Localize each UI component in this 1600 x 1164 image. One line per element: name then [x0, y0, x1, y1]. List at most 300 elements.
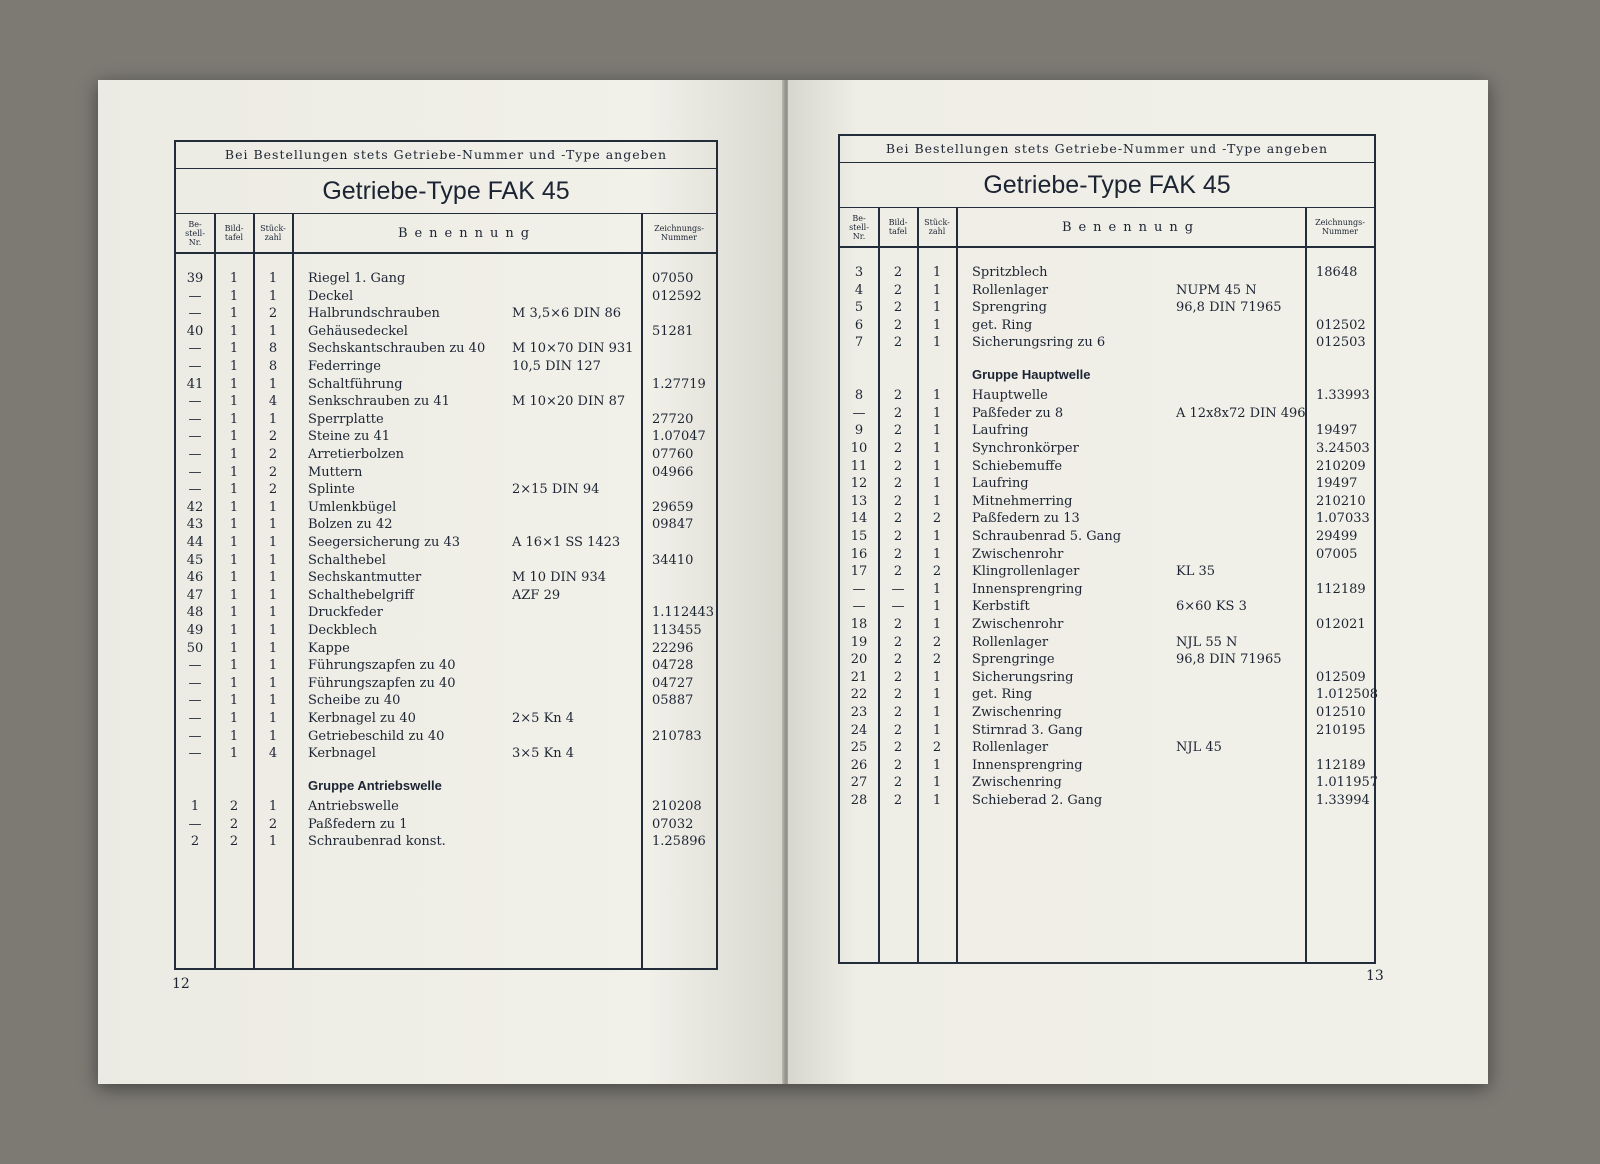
table-row — [840, 422, 1374, 440]
bildtafel-cell: 2 — [229, 834, 239, 850]
benennung-cell: Stirnrad 3. Gang — [972, 722, 1083, 738]
bildtafel-cell: 1 — [229, 640, 239, 656]
bildtafel-cell: 2 — [893, 722, 903, 738]
benennung-cell: Seegersicherung zu 43 — [308, 535, 461, 550]
bildtafel-cell: 1 — [229, 605, 239, 621]
column-headers — [176, 214, 716, 254]
table-row — [176, 305, 716, 323]
stueckzahl-cell: 1 — [932, 317, 942, 333]
benennung-cell: Arretierbolzen — [308, 447, 405, 462]
bestell-nr-cell: 17 — [850, 564, 868, 580]
benennung-cell: Sechskantmutter — [308, 570, 422, 586]
table-row — [840, 387, 1374, 405]
bildtafel-cell: 1 — [229, 376, 239, 392]
table-row — [840, 563, 1374, 581]
benennung-cell: Zwischenrohr — [972, 617, 1064, 632]
bildtafel-cell: 2 — [893, 441, 903, 456]
benennung-cell: Führungszapfen zu 40 — [308, 658, 456, 674]
benennung-cell: Paßfedern zu 1 — [308, 816, 408, 832]
bestell-nr-cell: — — [188, 658, 202, 674]
bestell-nr-cell: — — [188, 711, 202, 726]
table-row — [840, 299, 1374, 317]
bildtafel-cell: 2 — [893, 617, 903, 632]
table-row — [176, 728, 716, 746]
spec-cell: 10,5 DIN 127 — [512, 359, 601, 374]
stueckzahl-cell: 1 — [932, 300, 942, 316]
benennung-cell: Spritzblech — [972, 265, 1048, 280]
order-notice: Bei Bestellungen stets Getriebe-Nummer und -Type angeben — [176, 142, 716, 169]
spec-cell: M 3,5×6 DIN 86 — [512, 306, 622, 322]
zeichnungs-nummer-cell: 012021 — [1316, 617, 1366, 632]
order-notice: Bei Bestellungen stets Getriebe-Nummer und -Type angeben — [840, 136, 1374, 163]
bestell-nr-cell: — — [852, 581, 866, 597]
table-row — [176, 657, 716, 675]
benennung-cell: Klingrollenlager — [972, 564, 1080, 580]
spec-cell: NJL 45 — [1176, 740, 1222, 756]
stueckzahl-cell: 1 — [932, 493, 942, 509]
bestell-nr-cell: — — [188, 728, 202, 744]
bildtafel-cell: 2 — [229, 816, 239, 832]
stueckzahl-cell: 1 — [932, 546, 942, 562]
stueckzahl-cell: 1 — [932, 388, 942, 404]
stueckzahl-cell: 1 — [268, 376, 278, 392]
bestell-nr-cell: 10 — [850, 441, 868, 456]
benennung-cell: Scheibe zu 40 — [308, 693, 401, 709]
stueckzahl-cell: 1 — [932, 581, 942, 597]
bildtafel-cell: 1 — [229, 323, 239, 339]
stueckzahl-cell: 1 — [932, 282, 942, 298]
table-row — [176, 833, 716, 851]
benennung-cell: Druckfeder — [308, 605, 383, 621]
table-row — [176, 640, 716, 658]
bildtafel-cell: 1 — [229, 623, 239, 638]
benennung-cell: Mitnehmerring — [972, 493, 1073, 509]
zeichnungs-nummer-cell: 210210 — [1316, 493, 1366, 509]
bildtafel-cell: 2 — [893, 423, 903, 439]
zeichnungs-nummer-cell: 34410 — [652, 552, 694, 568]
stueckzahl-cell: 1 — [268, 728, 278, 744]
booklet — [98, 80, 1488, 1084]
table-row — [176, 745, 716, 763]
header-bildtafel: Bild- tafel — [888, 218, 908, 236]
zeichnungs-nummer-cell: 07005 — [1316, 546, 1358, 562]
spec-cell: M 10×20 DIN 87 — [512, 394, 626, 410]
bildtafel-cell: — — [891, 581, 905, 597]
benennung-cell: Kerbnagel — [308, 746, 376, 762]
bestell-nr-cell: 39 — [186, 271, 204, 286]
bildtafel-cell: 2 — [893, 564, 903, 580]
bestell-nr-cell: 12 — [850, 476, 868, 492]
stueckzahl-cell: 1 — [932, 529, 942, 544]
bestell-nr-cell: 23 — [850, 705, 868, 720]
table-row — [840, 634, 1374, 652]
bildtafel-cell: 1 — [229, 341, 239, 357]
zeichnungs-nummer-cell: 05887 — [652, 693, 694, 709]
spec-cell: KL 35 — [1176, 564, 1216, 580]
zeichnungs-nummer-cell: 1.33994 — [1316, 793, 1370, 808]
benennung-cell: Getriebeschild zu 40 — [308, 728, 445, 744]
table-row — [176, 569, 716, 587]
stueckzahl-cell: 1 — [932, 265, 942, 280]
bestell-nr-cell: 21 — [850, 669, 868, 685]
bildtafel-cell: 1 — [229, 447, 239, 462]
stueckzahl-cell: 2 — [932, 652, 942, 668]
zeichnungs-nummer-cell: 18648 — [1316, 265, 1358, 280]
table-row — [840, 458, 1374, 476]
stueckzahl-cell: 1 — [268, 517, 278, 533]
spec-cell: 3×5 Kn 4 — [512, 746, 575, 762]
benennung-cell: Kerbnagel zu 40 — [308, 711, 416, 726]
bildtafel-cell: 1 — [229, 746, 239, 762]
bildtafel-cell: 1 — [229, 675, 239, 691]
bildtafel-cell: 1 — [229, 359, 239, 374]
bildtafel-cell: 2 — [893, 335, 903, 351]
zeichnungs-nummer-cell: 22296 — [652, 640, 694, 656]
table-row — [840, 739, 1374, 757]
bildtafel-cell: 2 — [893, 793, 903, 808]
benennung-cell: Schalthebelgriff — [308, 587, 414, 603]
bildtafel-cell: 2 — [893, 705, 903, 720]
zeichnungs-nummer-cell: 1.07033 — [1316, 511, 1370, 527]
group-heading-label: Gruppe Hauptwelle — [972, 367, 1091, 383]
benennung-cell: Zwischenring — [972, 775, 1062, 791]
zeichnungs-nummer-cell: 112189 — [1316, 757, 1366, 773]
stueckzahl-cell: 1 — [932, 476, 942, 492]
stueckzahl-cell: 1 — [268, 570, 278, 586]
table-row — [840, 616, 1374, 634]
header-benennung: Benennung — [397, 225, 537, 241]
table-row — [840, 405, 1374, 423]
stueckzahl-cell: 4 — [268, 746, 278, 762]
zeichnungs-nummer-cell: 3.24503 — [1316, 441, 1370, 456]
table-row — [176, 816, 716, 834]
bestell-nr-cell: 22 — [850, 687, 868, 703]
zeichnungs-nummer-cell: 210208 — [652, 799, 702, 814]
bestell-nr-cell: — — [188, 464, 202, 480]
zeichnungs-nummer-cell: 29499 — [1316, 529, 1358, 544]
right-page — [788, 80, 1488, 1084]
column-headers — [840, 208, 1374, 248]
zeichnungs-nummer-cell: 09847 — [652, 517, 694, 533]
bestell-nr-cell: — — [188, 447, 202, 462]
benennung-cell: Innensprengring — [972, 581, 1083, 597]
spec-cell: M 10 DIN 934 — [512, 570, 606, 586]
spec-cell: 96,8 DIN 71965 — [1176, 652, 1282, 668]
zeichnungs-nummer-cell: 210195 — [1316, 722, 1366, 738]
stueckzahl-cell: 4 — [268, 394, 278, 410]
stueckzahl-cell: 1 — [268, 834, 278, 850]
stueckzahl-cell: 2 — [932, 511, 942, 527]
table-row — [840, 440, 1374, 458]
bestell-nr-cell: — — [188, 816, 202, 832]
header-zeichnungs-nummer: Zeichnungs- Nummer — [1315, 218, 1365, 236]
benennung-cell: Splinte — [308, 482, 355, 498]
benennung-cell: Zwischenring — [972, 705, 1062, 720]
zeichnungs-nummer-cell: 1.012508 — [1316, 687, 1379, 703]
bestell-nr-cell: 25 — [850, 740, 868, 756]
spec-cell: M 10×70 DIN 931 — [512, 341, 634, 357]
zeichnungs-nummer-cell: 07050 — [652, 271, 694, 286]
table-row — [176, 393, 716, 411]
bildtafel-cell: 2 — [893, 546, 903, 562]
zeichnungs-nummer-cell: 113455 — [652, 623, 702, 638]
stueckzahl-cell: 1 — [932, 757, 942, 773]
page-title: Getriebe-Type FAK 45 — [840, 163, 1374, 208]
table-row — [176, 288, 716, 306]
table-row — [840, 334, 1374, 352]
stueckzahl-cell: 1 — [932, 599, 942, 615]
benennung-cell: Kerbstift — [972, 599, 1030, 615]
zeichnungs-nummer-cell: 210783 — [652, 728, 702, 744]
header-benennung: Benennung — [1061, 219, 1201, 235]
table-row — [176, 464, 716, 482]
bestell-nr-cell: 43 — [186, 517, 204, 533]
bestell-nr-cell: 7 — [854, 335, 864, 351]
table-row — [176, 798, 716, 816]
bildtafel-cell: 2 — [893, 282, 903, 298]
table-row — [176, 710, 716, 728]
stueckzahl-cell: 1 — [932, 669, 942, 685]
zeichnungs-nummer-cell: 012502 — [1316, 317, 1366, 333]
benennung-cell: Kappe — [308, 640, 350, 656]
bildtafel-cell: 2 — [893, 493, 903, 509]
table-row — [840, 757, 1374, 775]
stueckzahl-cell: 1 — [268, 658, 278, 674]
spec-cell: A 16×1 SS 1423 — [512, 535, 621, 550]
bestell-nr-cell: 6 — [854, 317, 864, 333]
stueckzahl-cell: 2 — [268, 429, 278, 445]
stueckzahl-cell: 2 — [932, 634, 942, 650]
zeichnungs-nummer-cell: 012509 — [1316, 669, 1366, 685]
zeichnungs-nummer-cell: 012503 — [1316, 335, 1366, 351]
bildtafel-cell: 1 — [229, 693, 239, 709]
benennung-cell: Muttern — [308, 464, 363, 480]
table-row — [176, 499, 716, 517]
zeichnungs-nummer-cell: 04728 — [652, 658, 694, 674]
benennung-cell: Schieberad 2. Gang — [972, 793, 1103, 808]
bildtafel-cell: 2 — [893, 652, 903, 668]
bestell-nr-cell: — — [188, 341, 202, 357]
zeichnungs-nummer-cell: 1.011957 — [1316, 775, 1379, 791]
bestell-nr-cell: 9 — [854, 423, 864, 439]
zeichnungs-nummer-cell: 1.112443 — [652, 605, 715, 621]
zeichnungs-nummer-cell: 210209 — [1316, 458, 1366, 474]
bestell-nr-cell: 42 — [186, 499, 204, 515]
benennung-cell: Laufring — [972, 423, 1029, 439]
bestell-nr-cell: 49 — [186, 623, 204, 638]
zeichnungs-nummer-cell: 1.27719 — [652, 376, 706, 392]
benennung-cell: Paßfedern zu 13 — [972, 511, 1080, 527]
stueckzahl-cell: 1 — [268, 640, 278, 656]
table-row — [840, 546, 1374, 564]
zeichnungs-nummer-cell: 112189 — [1316, 581, 1366, 597]
bestell-nr-cell: 47 — [186, 587, 204, 603]
benennung-cell: Bolzen zu 42 — [308, 517, 393, 533]
benennung-cell: Halbrundschrauben — [308, 306, 440, 322]
benennung-cell: Senkschrauben zu 41 — [308, 394, 450, 410]
bestell-nr-cell: 13 — [850, 493, 868, 509]
bestell-nr-cell: 26 — [850, 757, 868, 773]
benennung-cell: get. Ring — [972, 317, 1033, 333]
benennung-cell: Schaltführung — [308, 376, 403, 392]
zeichnungs-nummer-cell: 04727 — [652, 675, 694, 691]
bildtafel-cell: 2 — [893, 458, 903, 474]
spec-cell: A 12x8x72 DIN 496 — [1176, 405, 1306, 421]
bestell-nr-cell: 19 — [850, 634, 868, 650]
stueckzahl-cell: 1 — [268, 323, 278, 339]
bestell-nr-cell: — — [188, 288, 202, 304]
bestell-nr-cell: — — [188, 482, 202, 498]
bestell-nr-cell: 20 — [850, 652, 868, 668]
stueckzahl-cell: 2 — [932, 564, 942, 580]
bildtafel-cell: 2 — [229, 799, 239, 814]
benennung-cell: Sprengring — [972, 300, 1047, 316]
stueckzahl-cell: 1 — [268, 799, 278, 814]
bildtafel-cell: 2 — [893, 265, 903, 280]
stueckzahl-cell: 1 — [932, 793, 942, 808]
zeichnungs-nummer-cell: 1.33993 — [1316, 388, 1370, 404]
spec-cell: NUPM 45 N — [1176, 282, 1257, 298]
bestell-nr-cell: 15 — [850, 529, 868, 544]
benennung-cell: Deckel — [308, 288, 354, 304]
bestell-nr-cell: — — [852, 405, 866, 421]
benennung-cell: Steine zu 41 — [308, 429, 391, 445]
bestell-nr-cell: 2 — [190, 834, 200, 850]
group-heading-label: Gruppe Antriebswelle — [308, 777, 442, 793]
bildtafel-cell: 1 — [229, 711, 239, 726]
table-row — [840, 282, 1374, 300]
table-row — [840, 581, 1374, 599]
benennung-cell: Gehäusedeckel — [308, 323, 408, 339]
benennung-cell: Umlenkbügel — [308, 499, 397, 515]
bestell-nr-cell: — — [188, 359, 202, 374]
spec-cell: 6×60 KS 3 — [1176, 599, 1247, 615]
benennung-cell: get. Ring — [972, 687, 1033, 703]
stueckzahl-cell: 2 — [268, 306, 278, 322]
stueckzahl-cell: 2 — [268, 464, 278, 480]
table-row — [840, 528, 1374, 546]
spec-cell: 96,8 DIN 71965 — [1176, 300, 1282, 316]
bildtafel-cell: 2 — [893, 687, 903, 703]
zeichnungs-nummer-cell: 1.07047 — [652, 429, 706, 445]
table-row — [176, 692, 716, 710]
table-row — [840, 598, 1374, 616]
bestell-nr-cell: — — [188, 693, 202, 709]
bestell-nr-cell: 40 — [186, 323, 204, 339]
stueckzahl-cell: 1 — [268, 605, 278, 621]
zeichnungs-nummer-cell: 19497 — [1316, 423, 1358, 439]
table-row — [176, 675, 716, 693]
bestell-nr-cell: 44 — [186, 535, 204, 550]
zeichnungs-nummer-cell: 012510 — [1316, 705, 1366, 720]
bildtafel-cell: 2 — [893, 405, 903, 421]
bildtafel-cell: 1 — [229, 306, 239, 322]
bildtafel-cell: — — [891, 599, 905, 615]
group-heading — [840, 366, 1374, 384]
benennung-cell: Rollenlager — [972, 282, 1049, 298]
parts-table-right — [838, 134, 1379, 964]
zeichnungs-nummer-cell: 27720 — [652, 411, 694, 427]
table-row — [840, 669, 1374, 687]
table-row — [840, 651, 1374, 669]
bestell-nr-cell: — — [188, 675, 202, 691]
spec-cell: 2×5 Kn 4 — [512, 711, 575, 726]
benennung-cell: Schraubenrad 5. Gang — [972, 529, 1122, 544]
bildtafel-cell: 1 — [229, 499, 239, 515]
bildtafel-cell: 2 — [893, 300, 903, 316]
bildtafel-cell: 2 — [893, 775, 903, 791]
benennung-cell: Deckblech — [308, 623, 378, 638]
bestell-nr-cell: — — [852, 599, 866, 615]
bildtafel-cell: 1 — [229, 411, 239, 427]
bildtafel-cell: 2 — [893, 634, 903, 650]
stueckzahl-cell: 1 — [268, 552, 278, 568]
table-row — [176, 446, 716, 464]
bestell-nr-cell: 28 — [850, 793, 868, 808]
spec-cell: 2×15 DIN 94 — [512, 482, 600, 498]
bestell-nr-cell: — — [188, 394, 202, 410]
stueckzahl-cell: 1 — [268, 623, 278, 638]
stueckzahl-cell: 1 — [932, 722, 942, 738]
bildtafel-cell: 2 — [893, 669, 903, 685]
stueckzahl-cell: 1 — [268, 271, 278, 286]
bestell-nr-cell: 18 — [850, 617, 868, 632]
stueckzahl-cell: 1 — [932, 335, 942, 351]
bestell-nr-cell: 4 — [854, 282, 864, 298]
stueckzahl-cell: 1 — [932, 458, 942, 474]
bestell-nr-cell: — — [188, 429, 202, 445]
table-row — [840, 686, 1379, 704]
bestell-nr-cell: 5 — [854, 300, 864, 316]
stueckzahl-cell: 1 — [268, 411, 278, 427]
benennung-cell: Hauptwelle — [972, 388, 1048, 404]
benennung-cell: Sperrplatte — [308, 411, 384, 427]
benennung-cell: Laufring — [972, 476, 1029, 492]
bildtafel-cell: 1 — [229, 570, 239, 586]
stueckzahl-cell: 1 — [932, 705, 942, 720]
page-number-right: 13 — [1366, 968, 1384, 984]
table-row — [840, 317, 1374, 335]
zeichnungs-nummer-cell: 29659 — [652, 499, 694, 515]
table-row — [176, 358, 716, 376]
stueckzahl-cell: 8 — [268, 341, 278, 357]
bestell-nr-cell: 3 — [854, 265, 864, 280]
table-row — [176, 622, 716, 640]
bildtafel-cell: 2 — [893, 740, 903, 756]
bildtafel-cell: 2 — [893, 388, 903, 404]
table-row — [176, 604, 716, 622]
bestell-nr-cell: 1 — [190, 799, 200, 814]
zeichnungs-nummer-cell: 012592 — [652, 288, 702, 304]
stueckzahl-cell: 1 — [268, 693, 278, 709]
table-row — [840, 475, 1374, 493]
stueckzahl-cell: 2 — [932, 740, 942, 756]
bildtafel-cell: 2 — [893, 476, 903, 492]
stueckzahl-cell: 1 — [932, 423, 942, 439]
stueckzahl-cell: 2 — [268, 816, 278, 832]
table-row — [176, 428, 716, 446]
zeichnungs-nummer-cell: 04966 — [652, 464, 694, 480]
stueckzahl-cell: 1 — [268, 535, 278, 550]
bildtafel-cell: 1 — [229, 552, 239, 568]
bildtafel-cell: 2 — [893, 757, 903, 773]
stueckzahl-cell: 1 — [268, 288, 278, 304]
zeichnungs-nummer-cell: 1.25896 — [652, 834, 706, 850]
header-bestell-nr: Be- stell- Nr. — [185, 219, 205, 247]
table-row — [176, 516, 716, 534]
bestell-nr-cell: 11 — [850, 458, 868, 474]
benennung-cell: Paßfeder zu 8 — [972, 405, 1064, 421]
